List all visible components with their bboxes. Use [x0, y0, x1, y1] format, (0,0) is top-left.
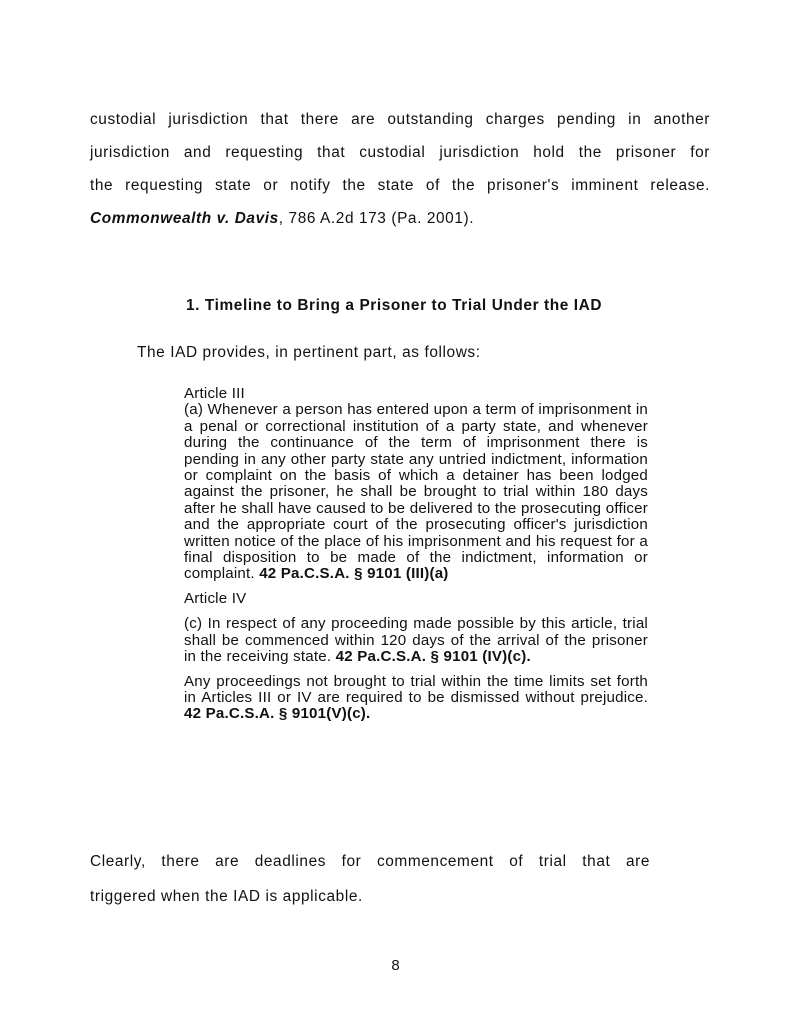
conclusion-line: triggered when the IAD is applicable. [90, 888, 363, 905]
article-iii-text: (a) Whenever a person has entered upon a term of imprisonment in a penal or correctional institution of a party state, and whenever during the continuance of the term of imprisonment there is pending in any other party state any untried indictment, information or complaint on the basis of which a detainer has been lodged against the prisoner, he shall be brought to trial within 180 days after he shall have caused to be delivered to the prosecuting officer and the appropriate court of the prosecuting officer's jurisdiction written notice of the place of his imprisonment and his request for a final disposition to be made of the indictment, information or complaint. [184, 401, 648, 583]
lead-sentence: The IAD provides, in pertinent part, as follows: [137, 344, 481, 361]
case-citation: , 786 A.2d 173 (Pa. 2001). [278, 210, 475, 227]
dismissal-paragraph [184, 674, 648, 723]
article-iv-citation: 42 Pa.C.S.A. § 9101 (IV)(c). [335, 648, 531, 666]
block-quote [184, 386, 648, 723]
dismissal-citation: 42 Pa.C.S.A. § 9101(V)(c). [184, 705, 371, 723]
intro-line: jurisdiction and requesting that custodial jurisdiction hold the prisoner for [90, 144, 710, 161]
section-heading: 1. Timeline to Bring a Prisoner to Trial Under the IAD [186, 297, 603, 314]
intro-paragraph [90, 108, 710, 240]
article-iv-label: Article IV [184, 589, 247, 607]
dismissal-text: Any proceedings not brought to trial within the time limits set forth in Articles III or IV are required to be dismissed without prejudice. [184, 672, 648, 706]
conclusion-paragraph [90, 850, 650, 920]
article-iii-label: Article III [184, 385, 245, 402]
page-number: 8 [391, 957, 400, 974]
article-iv-paragraph [184, 616, 648, 665]
article-iii-paragraph [184, 402, 648, 582]
article-iii-citation: 42 Pa.C.S.A. § 9101 (III)(a) [259, 565, 449, 583]
conclusion-line: Clearly, there are deadlines for commencement of trial that are [90, 853, 650, 870]
article-iv-text: (c) In respect of any proceeding made possible by this article, trial shall be commenced within 120 days of the arrival of the prisoner in the receiving state. [184, 615, 648, 666]
intro-line: the requesting state or notify the state of the prisoner's imminent release. [90, 177, 710, 194]
intro-citation-line [90, 207, 710, 240]
intro-line: custodial jurisdiction that there are outstanding charges pending in another [90, 111, 710, 128]
case-name: Commonwealth v. Davis [90, 210, 279, 227]
